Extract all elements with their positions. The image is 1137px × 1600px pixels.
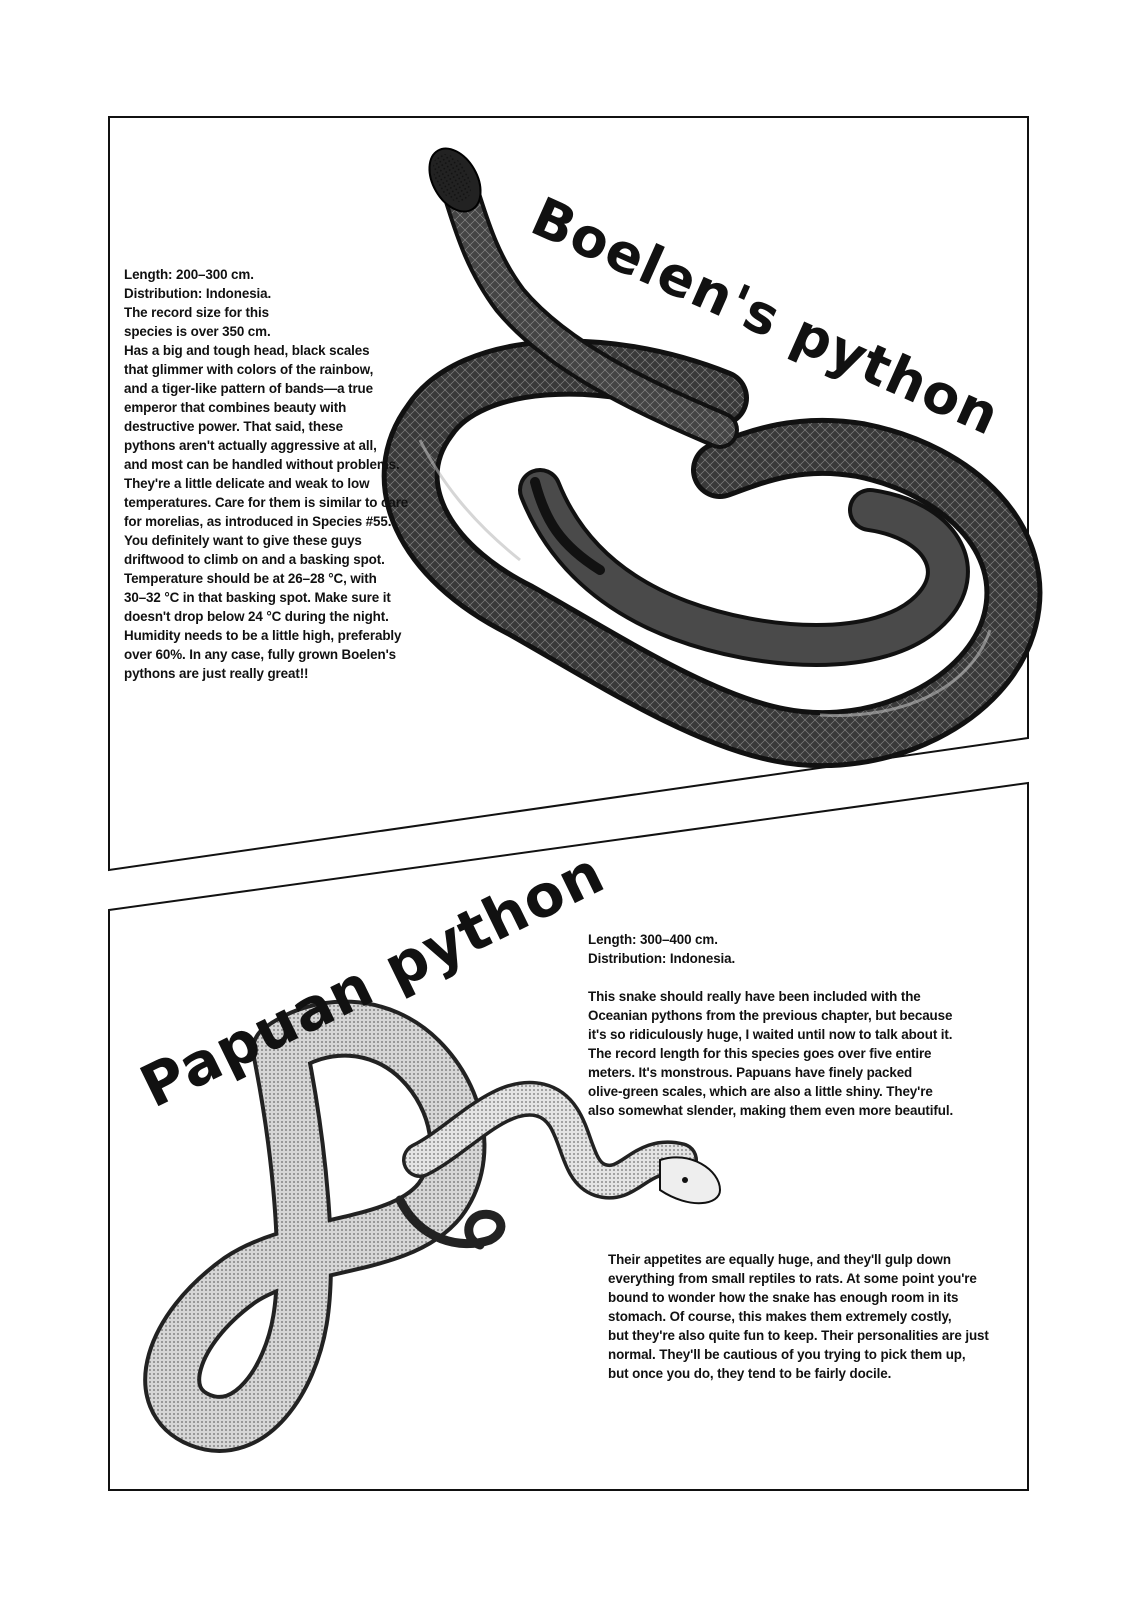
papuan-description-2 — [608, 1250, 989, 1383]
text-line: The record size for this — [124, 305, 269, 320]
text-line: meters. It's monstrous. Papuans have finely packed — [588, 1065, 913, 1080]
text-line: Their appetites are equally huge, and they'll gulp down — [608, 1252, 951, 1267]
text-line: Oceanian pythons from the previous chapter, but because — [588, 1008, 953, 1023]
papuan-python-title: Papuan python — [130, 838, 615, 1122]
text-line: Length: 200–300 cm. — [124, 267, 254, 282]
boelen-python-title: Boelen's python — [522, 185, 1009, 448]
papuan-distribution: Distribution: Indonesia. — [588, 951, 736, 966]
text-line: olive-green scales, which are also a little shiny. They're — [588, 1084, 933, 1099]
papuan-paragraph-1 — [588, 987, 953, 1120]
text-line: Humidity needs to be a little high, preferably — [124, 628, 402, 643]
text-line: everything from small reptiles to rats. At some point you're — [608, 1271, 977, 1286]
text-line: and a tiger-like pattern of bands—a true — [124, 381, 373, 396]
text-line: 30–32 °C in that basking spot. Make sure it — [124, 590, 391, 605]
text-line: but once you do, they tend to be fairly docile. — [608, 1366, 892, 1381]
text-line: species is over 350 cm. — [124, 324, 271, 339]
text-line: Has a big and tough head, black scales — [124, 343, 370, 358]
text-line: They're a little delicate and weak to low — [124, 476, 370, 491]
text-line: pythons are just really great!! — [124, 666, 309, 681]
text-line: The record length for this species goes over five entire — [588, 1046, 932, 1061]
text-line: Temperature should be at 26–28 °C, with — [124, 571, 377, 586]
boelen-python-illustration — [411, 140, 1014, 740]
boelen-description — [124, 265, 408, 683]
text-line: temperatures. Care for them is similar to care — [124, 495, 409, 510]
text-line: You definitely want to give these guys — [124, 533, 362, 548]
text-line: destructive power. That said, these — [124, 419, 344, 434]
text-line: Distribution: Indonesia. — [124, 286, 272, 301]
text-line: pythons aren't actually aggressive at all, — [124, 438, 377, 453]
text-line: This snake should really have been included with the — [588, 989, 921, 1004]
text-line: normal. They'll be cautious of you trying to pick them up, — [608, 1347, 966, 1362]
text-line: also somewhat slender, making them even more beautiful. — [588, 1103, 954, 1118]
papuan-description-1 — [588, 930, 953, 1120]
text-line: emperor that combines beauty with — [124, 400, 347, 415]
text-line: stomach. Of course, this makes them extremely costly, — [608, 1309, 952, 1324]
papuan-length: Length: 300–400 cm. — [588, 932, 718, 947]
text-line: that glimmer with colors of the rainbow, — [124, 362, 374, 377]
text-line: doesn't drop below 24 °C during the night. — [124, 609, 389, 624]
text-line: and most can be handled without problems. — [124, 457, 400, 472]
text-line: bound to wonder how the snake has enough room in its — [608, 1290, 959, 1305]
text-line: over 60%. In any case, fully grown Boelen's — [124, 647, 397, 662]
text-line: driftwood to climb on and a basking spot. — [124, 552, 385, 567]
text-line: it's so ridiculously huge, I waited until now to talk about it. — [588, 1027, 953, 1042]
text-line: but they're also quite fun to keep. Their personalities are just — [608, 1328, 989, 1343]
text-line: for morelias, as introduced in Species #55. — [124, 514, 392, 529]
